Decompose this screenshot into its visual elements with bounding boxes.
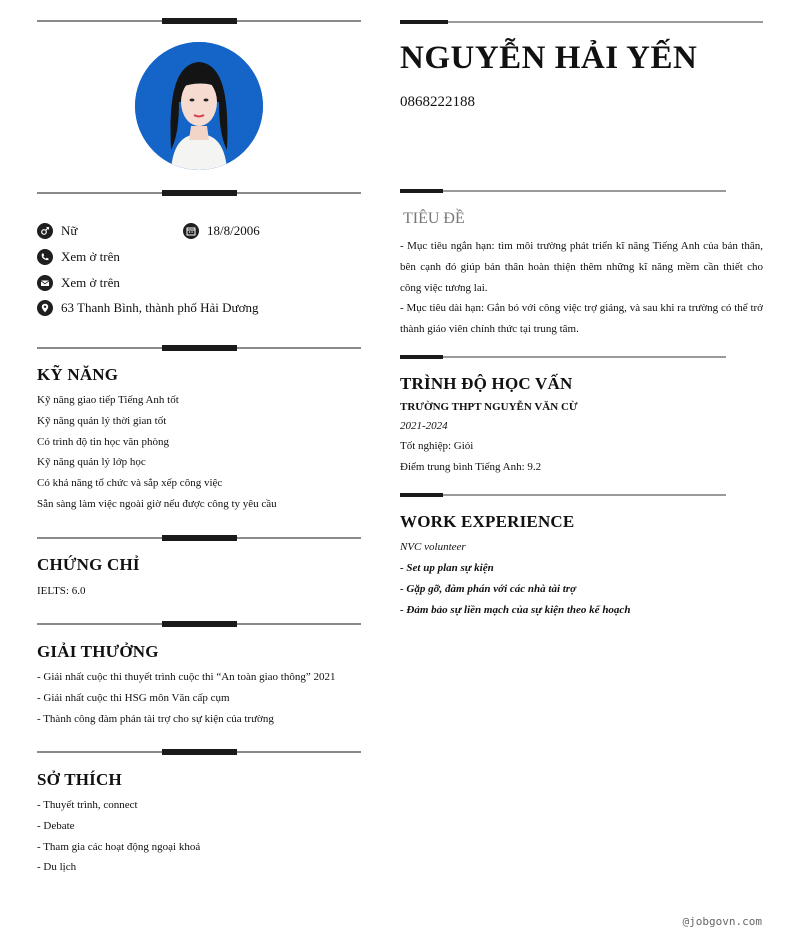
email-icon [37, 275, 53, 291]
skills-title: KỸ NĂNG [37, 365, 119, 384]
divider-top-right [400, 21, 763, 23]
footer-watermark: @jobgovn.com [682, 915, 762, 928]
awards-title: GIẢI THƯỞNG [37, 642, 159, 661]
list-item: Kỹ năng giao tiếp Tiếng Anh tốt [37, 394, 179, 406]
list-item: Kỹ năng quản lý thời gian tốt [37, 414, 167, 427]
education-title: TRÌNH ĐỘ HỌC VẤN [400, 374, 573, 393]
list-item: - Giải nhất cuộc thi HSG môn Văn cấp cụm [37, 691, 230, 704]
profile-photo [135, 42, 263, 170]
list-item: Có trình độ tin học văn phòng [37, 435, 169, 448]
list-item: Kỹ năng quản lý lớp học [37, 456, 146, 469]
list-item: - Tham gia các hoạt động ngoại khoá [37, 840, 201, 853]
dob-row [183, 223, 260, 239]
gender-text: Nữ [61, 223, 78, 238]
awards-list [37, 667, 335, 729]
candidate-name: NGUYỄN HẢI YẾN [400, 40, 698, 76]
location-icon [37, 300, 53, 316]
graduation-grade: Tốt nghiệp: Giỏi [400, 440, 474, 452]
list-item: - Thành công đàm phán tài trợ cho sự kiện của trường [37, 712, 274, 725]
divider-photo-bottom [37, 192, 361, 194]
phone-text: Xem ở trên [61, 249, 120, 264]
hobbies-title: SỞ THÍCH [37, 770, 122, 789]
school-years: 2021-2024 [400, 420, 448, 432]
email-row [37, 275, 120, 291]
list-item: IELTS: 6.0 [37, 585, 86, 597]
candidate-phone: 0868222188 [400, 94, 475, 110]
calendar-icon [183, 223, 199, 239]
work-list [400, 558, 630, 620]
email-text: Xem ở trên [61, 275, 120, 290]
phone-row [37, 249, 120, 265]
english-score: Điểm trung bình Tiếng Anh: 9.2 [400, 461, 542, 473]
list-item: - Du lịch [37, 861, 77, 874]
list-item: - Đảm bảo sự liền mạch của sự kiện theo kế hoạch [400, 603, 631, 616]
objective-title: TIÊU ĐỀ [403, 210, 465, 227]
school-name: TRƯỜNG THPT NGUYỄN VĂN CỪ [400, 401, 578, 413]
list-item: - Thuyết trình, connect [37, 799, 138, 811]
dob-text: 18/8/2006 [207, 223, 260, 238]
skills-list [37, 390, 277, 515]
work-title: WORK EXPERIENCE [400, 512, 575, 531]
certificates-title: CHỨNG CHỈ [37, 555, 140, 574]
objective-short-term: - Mục tiêu ngắn hạn: tìm môi trường phát triển kĩ năng Tiếng Anh của bản thân, bên cạnh đó giúp bản thân hoàn thiện thêm những kĩ năng mềm cần thiết cho công việc tương lai. [400, 240, 763, 294]
address-row [37, 300, 258, 316]
phone-icon [37, 249, 53, 265]
divider-skills [37, 347, 361, 349]
divider-work [400, 494, 726, 496]
divider-awards [37, 623, 361, 625]
work-role: NVC volunteer [400, 541, 466, 553]
divider-top-left [37, 20, 361, 22]
gender-row [37, 223, 77, 239]
certificates-list [37, 581, 86, 602]
objective-long-term: - Mục tiêu dài hạn: Gắn bó với công việc trợ giảng, và sau khi ra trường có thể trở thành giáo viên chính thức tại trung tâm. [400, 302, 763, 335]
gender-icon [37, 223, 53, 239]
list-item: Có khả năng tổ chức và sắp xếp công việc [37, 477, 223, 490]
list-item: - Debate [37, 819, 75, 832]
divider-hobbies [37, 751, 361, 753]
address-text: 63 Thanh Bình, thành phố Hải Dương [61, 300, 259, 315]
divider-education [400, 356, 726, 358]
divider-objective [400, 190, 726, 192]
hobbies-list [37, 795, 200, 878]
list-item: - Set up plan sự kiện [400, 562, 494, 574]
list-item: Sẵn sàng làm việc ngoài giờ nếu được công ty yêu cầu [37, 497, 277, 510]
divider-certificates [37, 537, 361, 539]
list-item: - Gặp gỡ, đàm phán với các nhà tài trợ [400, 582, 576, 595]
list-item: - Giải nhất cuộc thi thuyết trình cuộc thi “An toàn giao thông” 2021 [37, 671, 336, 683]
